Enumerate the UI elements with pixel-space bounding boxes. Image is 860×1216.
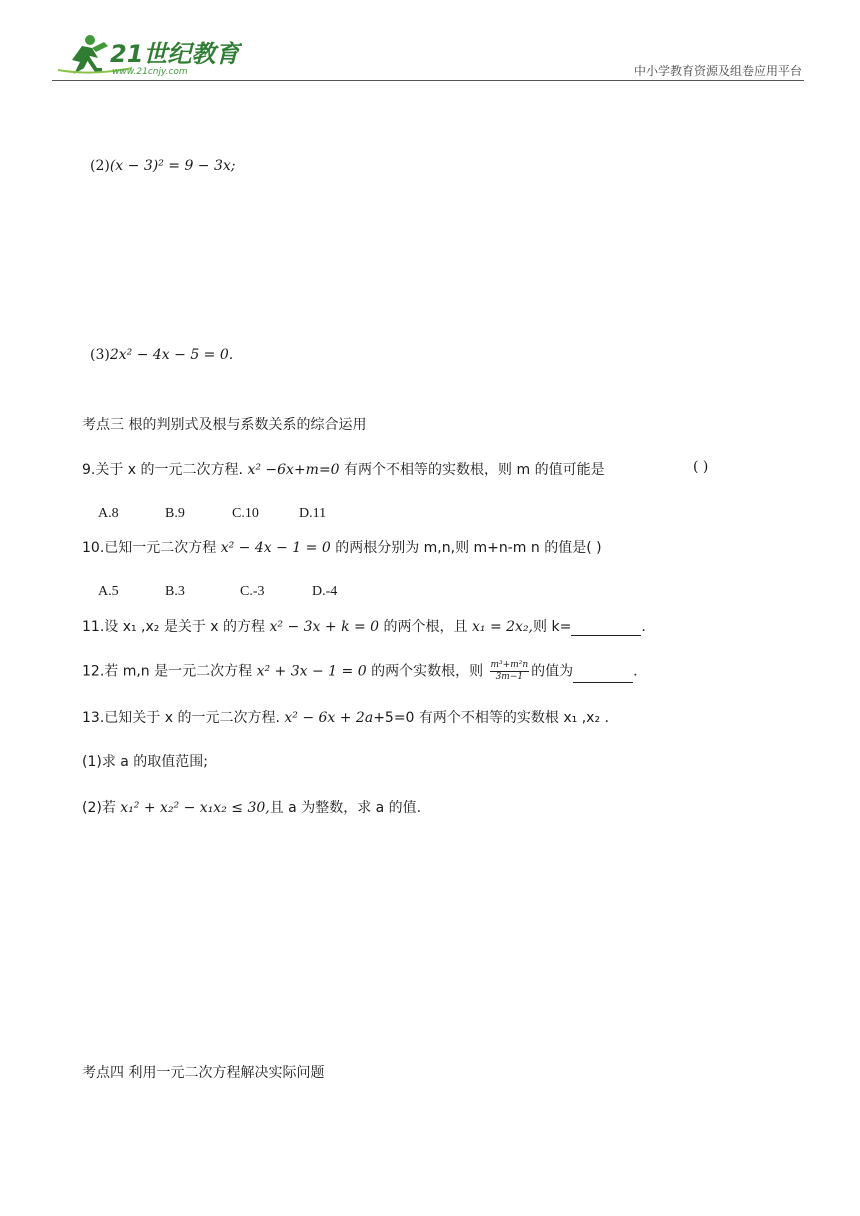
- q9-option-b: B.9: [165, 506, 185, 521]
- question-13: [82, 707, 609, 727]
- q11-text-b: 的两个根，且: [383, 619, 468, 635]
- q11-end: .: [641, 619, 646, 635]
- runner-logo-icon: [52, 30, 242, 78]
- q13-part-2: [82, 797, 421, 817]
- q9-equation: x² −6x+m=0: [247, 462, 340, 478]
- q9-text-a: 9.关于 x 的一元二次方程.: [82, 462, 243, 478]
- q9-text-b: 有两个不相等的实数根，则 m 的值可能是: [344, 462, 605, 478]
- q13-equation: x² − 6x + 2a: [284, 710, 374, 726]
- question-12: [82, 660, 638, 683]
- q9-answer-paren: ( ): [693, 459, 709, 475]
- q11-equation: x² − 3x + k = 0: [269, 619, 380, 635]
- q10-equation: x² − 4x − 1 = 0: [220, 540, 331, 556]
- logo-url: www.21cnjy.com: [112, 67, 188, 77]
- q10-text-b: 的两根分别为 m,n,则 m+n-m n 的值是( ): [335, 540, 602, 556]
- problem-3-equation: 2x² − 4x − 5 = 0.: [109, 347, 234, 363]
- problem-2-label: (2): [90, 158, 110, 174]
- q11-text-a: 11.设 x₁ ,x₂ 是关于 x 的方程: [82, 619, 266, 635]
- section-3-title: 考点三 根的判别式及根与系数关系的综合运用: [82, 417, 367, 433]
- problem-2-equation: (x − 3)² = 9 − 3x;: [109, 158, 236, 174]
- q10-option-b: B.3: [165, 584, 185, 599]
- q13-part-2-text-a: (2)若: [82, 800, 116, 816]
- header-divider: [52, 80, 804, 81]
- q13-part-2-inequality: x₁² + x₂² − x₁x₂ ≤ 30,: [120, 800, 270, 816]
- q12-fraction-numerator: m³+m²n: [490, 660, 529, 670]
- q13-part-1: (1)求 a 的取值范围;: [82, 754, 209, 770]
- site-logo: [52, 30, 242, 78]
- problem-3: [90, 347, 233, 363]
- section-4-title: 考点四 利用一元二次方程解决实际问题: [82, 1065, 325, 1081]
- q12-answer-blank[interactable]: [573, 668, 633, 683]
- q13-text-b: +5=0 有两个不相等的实数根 x₁ ,x₂ .: [373, 710, 609, 726]
- q12-equation: x² + 3x − 1 = 0: [256, 663, 367, 680]
- question-10: [82, 537, 602, 557]
- q10-option-c: C.-3: [240, 584, 265, 599]
- q12-fraction-denominator: 3m−1: [495, 672, 524, 682]
- q12-text-c: 的值为: [531, 663, 574, 680]
- problem-2: [90, 158, 236, 174]
- problem-3-label: (3): [90, 347, 110, 363]
- q10-option-a: A.5: [98, 584, 119, 599]
- q11-answer-blank[interactable]: [571, 621, 641, 636]
- q12-fraction: [490, 660, 530, 683]
- q13-part-2-text-b: 且 a 为整数，求 a 的值.: [269, 800, 422, 816]
- q12-text-a: 12.若 m,n 是一元二次方程: [82, 663, 253, 680]
- question-9: [82, 459, 605, 479]
- logo-text: 21世纪教育: [110, 40, 240, 68]
- q12-end: .: [633, 663, 638, 680]
- q11-condition: x₁ = 2x₂,: [472, 619, 534, 635]
- q10-text-a: 10.已知一元二次方程: [82, 540, 217, 556]
- q10-option-d: D.-4: [312, 584, 338, 599]
- q9-option-d: D.11: [299, 506, 327, 521]
- q9-option-a: A.8: [98, 506, 119, 521]
- header-platform-text: 中小学教育资源及组卷应用平台: [633, 64, 802, 78]
- question-11: [82, 616, 646, 636]
- q9-option-c: C.10: [232, 506, 259, 521]
- q13-text-a: 13.已知关于 x 的一元二次方程.: [82, 710, 280, 726]
- q12-text-b: 的两个实数根，则: [371, 663, 484, 680]
- q11-text-c: 则 k=: [533, 619, 572, 635]
